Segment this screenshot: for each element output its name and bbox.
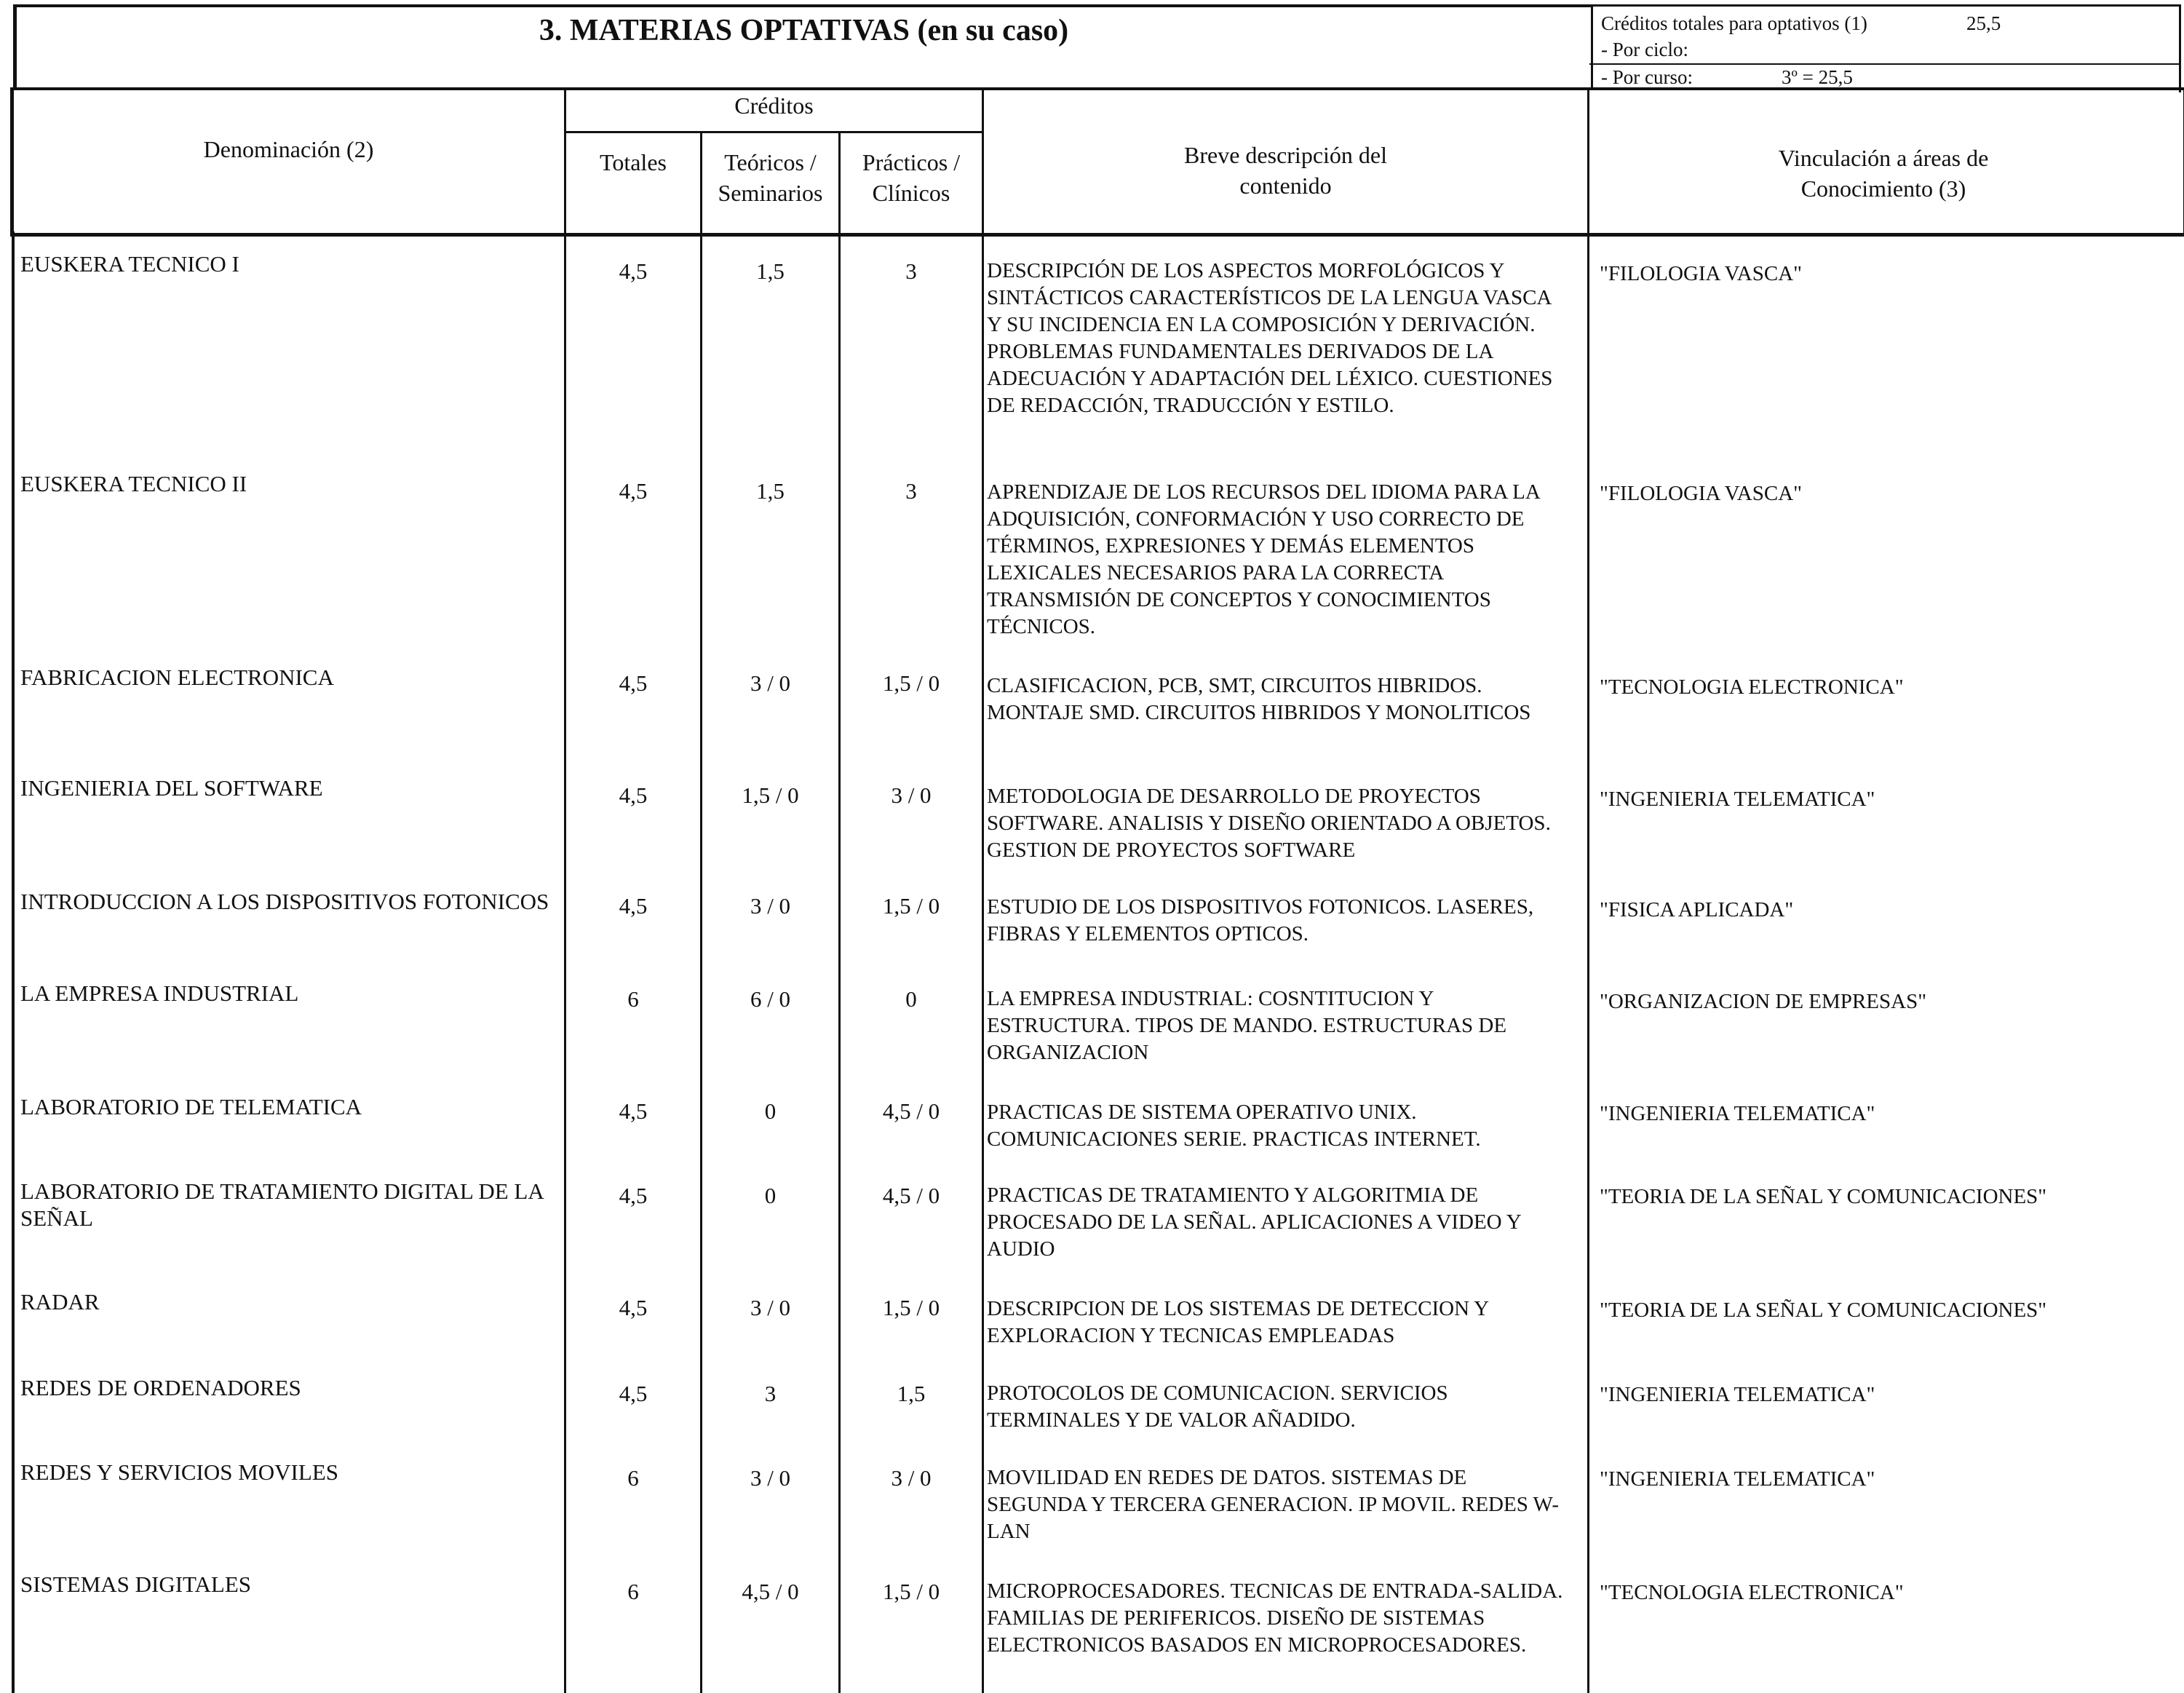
column-denominacion: Denominación (2) <box>203 136 374 162</box>
row-area: "TECNOLOGIA ELECTRONICA" <box>1600 1581 1904 1604</box>
page-title: 3. MATERIAS OPTATIVAS (en su caso) <box>539 14 1069 47</box>
row-description: LA EMPRESA INDUSTRIAL: COSNTITUCION Y ESTRUCTURA. TIPOS DE MANDO. ESTRUCTURAS DE ORGANIZACION <box>987 987 1507 1064</box>
row-practicos: 4,5 / 0 <box>882 1098 940 1124</box>
row-totales: 4,5 <box>619 1381 648 1406</box>
row-practicos: 3 <box>905 258 917 284</box>
credits-summary-box <box>1589 4 2181 92</box>
row-teoricos: 3 / 0 <box>750 1465 791 1491</box>
row-totales: 6 <box>627 986 639 1012</box>
row-description: ESTUDIO DE LOS DISPOSITIVOS FOTONICOS. LASERES, FIBRAS Y ELEMENTOS OPTICOS. <box>987 895 1534 945</box>
row-practicos: 0 <box>905 986 917 1012</box>
row-practicos: 1,5 / 0 <box>882 1295 940 1320</box>
column-descripcion: Breve descripción del contenido <box>1184 142 1387 199</box>
por-ciclo-label: - Por ciclo: <box>1601 39 1688 60</box>
row-name: EUSKERA TECNICO II <box>20 471 247 496</box>
row-name: REDES Y SERVICIOS MOVILES <box>20 1459 338 1485</box>
row-name: FABRICACION ELECTRONICA <box>20 665 334 690</box>
row-description: PRACTICAS DE SISTEMA OPERATIVO UNIX. COMUNICACIONES SERIE. PRACTICAS INTERNET. <box>987 1101 1481 1151</box>
row-description: MOVILIDAD EN REDES DE DATOS. SISTEMAS DE SEGUNDA Y TERCERA GENERACION. IP MOVIL. REDES W-LAN <box>987 1466 1559 1543</box>
por-curso-value: 3º = 25,5 <box>1782 66 1853 88</box>
row-name: SISTEMAS DIGITALES <box>20 1571 251 1597</box>
row-teoricos: 0 <box>764 1183 777 1208</box>
row-teoricos: 1,5 <box>756 478 785 504</box>
row-totales: 4,5 <box>619 478 648 504</box>
row-area: "FISICA APLICADA" <box>1600 898 1794 921</box>
row-description: MICROPROCESADORES. TECNICAS DE ENTRADA-SALIDA. FAMILIAS DE PERIFERICOS. DISEÑO DE SISTEMAS ELECTRONICOS BASADOS EN MICROPROCESADORES. <box>987 1579 1563 1657</box>
por-curso-label: - Por curso: <box>1601 66 1693 88</box>
row-practicos: 1,5 / 0 <box>882 893 940 919</box>
row-totales: 6 <box>627 1579 639 1604</box>
row-teoricos: 3 / 0 <box>750 893 791 919</box>
row-name: RADAR <box>20 1289 100 1315</box>
column-vinculacion: Vinculación a áreas de Conocimiento (3) <box>1778 145 1989 202</box>
column-teoricos: Teóricos / Seminarios <box>718 149 823 206</box>
credits-total-value: 25,5 <box>1966 12 2001 34</box>
column-practicos: Prácticos / Clínicos <box>862 149 961 206</box>
row-practicos: 1,5 / 0 <box>882 1579 940 1604</box>
row-name: INTRODUCCION A LOS DISPOSITIVOS FOTONICOS <box>20 889 549 914</box>
row-description: METODOLOGIA DE DESARROLLO DE PROYECTOS SOFTWARE. ANALISIS Y DISEÑO ORIENTADO A OBJETOS. GESTION DE PROYECTOS SOFTWARE <box>987 785 1551 862</box>
row-area: "INGENIERIA TELEMATICA" <box>1600 1102 1875 1125</box>
credits-total-label: Créditos totales para optativos (1) <box>1601 12 1867 34</box>
row-description: PROTOCOLOS DE COMUNICACION. SERVICIOS TERMINALES Y DE VALOR AÑADIDO. <box>987 1381 1448 1432</box>
row-teoricos: 6 / 0 <box>750 986 791 1012</box>
row-name: EUSKERA TECNICO I <box>20 251 239 277</box>
row-description: DESCRIPCION DE LOS SISTEMAS DE DETECCION Y EXPLORACION Y TECNICAS EMPLEADAS <box>987 1297 1489 1347</box>
row-practicos: 3 / 0 <box>891 782 932 808</box>
row-teoricos: 4,5 / 0 <box>742 1579 799 1604</box>
row-area: "TECNOLOGIA ELECTRONICA" <box>1600 675 1904 699</box>
row-totales: 4,5 <box>619 258 648 284</box>
row-area: "FILOLOGIA VASCA" <box>1600 482 1803 505</box>
row-teoricos: 1,5 / 0 <box>742 782 799 808</box>
row-practicos: 3 <box>905 478 917 504</box>
credits-divider <box>1589 63 2179 65</box>
row-totales: 4,5 <box>619 782 648 808</box>
row-totales: 4,5 <box>619 1295 648 1320</box>
row-practicos: 1,5 / 0 <box>882 670 940 696</box>
row-practicos: 4,5 / 0 <box>882 1183 940 1208</box>
row-practicos: 3 / 0 <box>891 1465 932 1491</box>
row-description: DESCRIPCIÓN DE LOS ASPECTOS MORFOLÓGICOS Y SINTÁCTICOS CARACTERÍSTICOS DE LA LENGUA VASCA Y SU INCIDENCIA EN LA COMPOSICIÓN Y DERIVACIÓN. PROBLEMAS FUNDAMENTALES DERIVADOS DE LA ADECUACIÓN Y ADAPTACIÓN DEL LÉXICO. CUESTIONES DE REDACCIÓN, TRADUCCIÓN Y ESTILO. <box>987 259 1553 417</box>
row-teoricos: 3 / 0 <box>750 670 791 696</box>
row-practicos: 1,5 <box>897 1381 926 1406</box>
row-name: REDES DE ORDENADORES <box>20 1375 301 1400</box>
row-area: "FILOLOGIA VASCA" <box>1600 262 1803 285</box>
row-description: CLASIFICACION, PCB, SMT, CIRCUITOS HIBRIDOS. MONTAJE SMD. CIRCUITOS HIBRIDOS Y MONOLITICOS <box>987 674 1531 724</box>
row-teoricos: 3 <box>764 1381 777 1406</box>
row-area: "ORGANIZACION DE EMPRESAS" <box>1600 990 1927 1013</box>
row-teoricos: 3 / 0 <box>750 1295 791 1320</box>
row-description: APRENDIZAJE DE LOS RECURSOS DEL IDIOMA PARA LA ADQUISICIÓN, CONFORMACIÓN Y USO CORRECTO DE TÉRMINOS, EXPRESIONES Y DEMÁS ELEMENTOS LEXICALES NECESARIOS PARA LA CORRECTA TRANSMISIÓN DE CONCEPTOS Y CONOCIMIENTOS TÉCNICOS. <box>987 480 1540 638</box>
row-area: "INGENIERIA TELEMATICA" <box>1600 1383 1875 1406</box>
row-area: "TEORIA DE LA SEÑAL Y COMUNICACIONES" <box>1600 1185 2047 1208</box>
column-creditos: Créditos <box>734 92 814 119</box>
row-area: "INGENIERIA TELEMATICA" <box>1600 788 1875 811</box>
row-name: INGENIERIA DEL SOFTWARE <box>20 775 323 801</box>
row-description: PRACTICAS DE TRATAMIENTO Y ALGORITMIA DE PROCESADO DE LA SEÑAL. APLICACIONES A VIDEO Y AUDIO <box>987 1183 1521 1261</box>
row-totales: 4,5 <box>619 1098 648 1124</box>
row-totales: 4,5 <box>619 670 648 696</box>
row-totales: 4,5 <box>619 1183 648 1208</box>
row-teoricos: 1,5 <box>756 258 785 284</box>
row-totales: 4,5 <box>619 893 648 919</box>
title-box <box>13 4 1593 90</box>
row-name: LABORATORIO DE TRATAMIENTO DIGITAL DE LA SEÑAL <box>20 1178 544 1231</box>
row-name: LABORATORIO DE TELEMATICA <box>20 1094 362 1119</box>
row-area: "TEORIA DE LA SEÑAL Y COMUNICACIONES" <box>1600 1299 2047 1322</box>
row-teoricos: 0 <box>764 1098 777 1124</box>
row-name: LA EMPRESA INDUSTRIAL <box>20 980 299 1006</box>
row-totales: 6 <box>627 1465 639 1491</box>
column-totales: Totales <box>600 149 667 175</box>
row-area: "INGENIERIA TELEMATICA" <box>1600 1467 1875 1491</box>
